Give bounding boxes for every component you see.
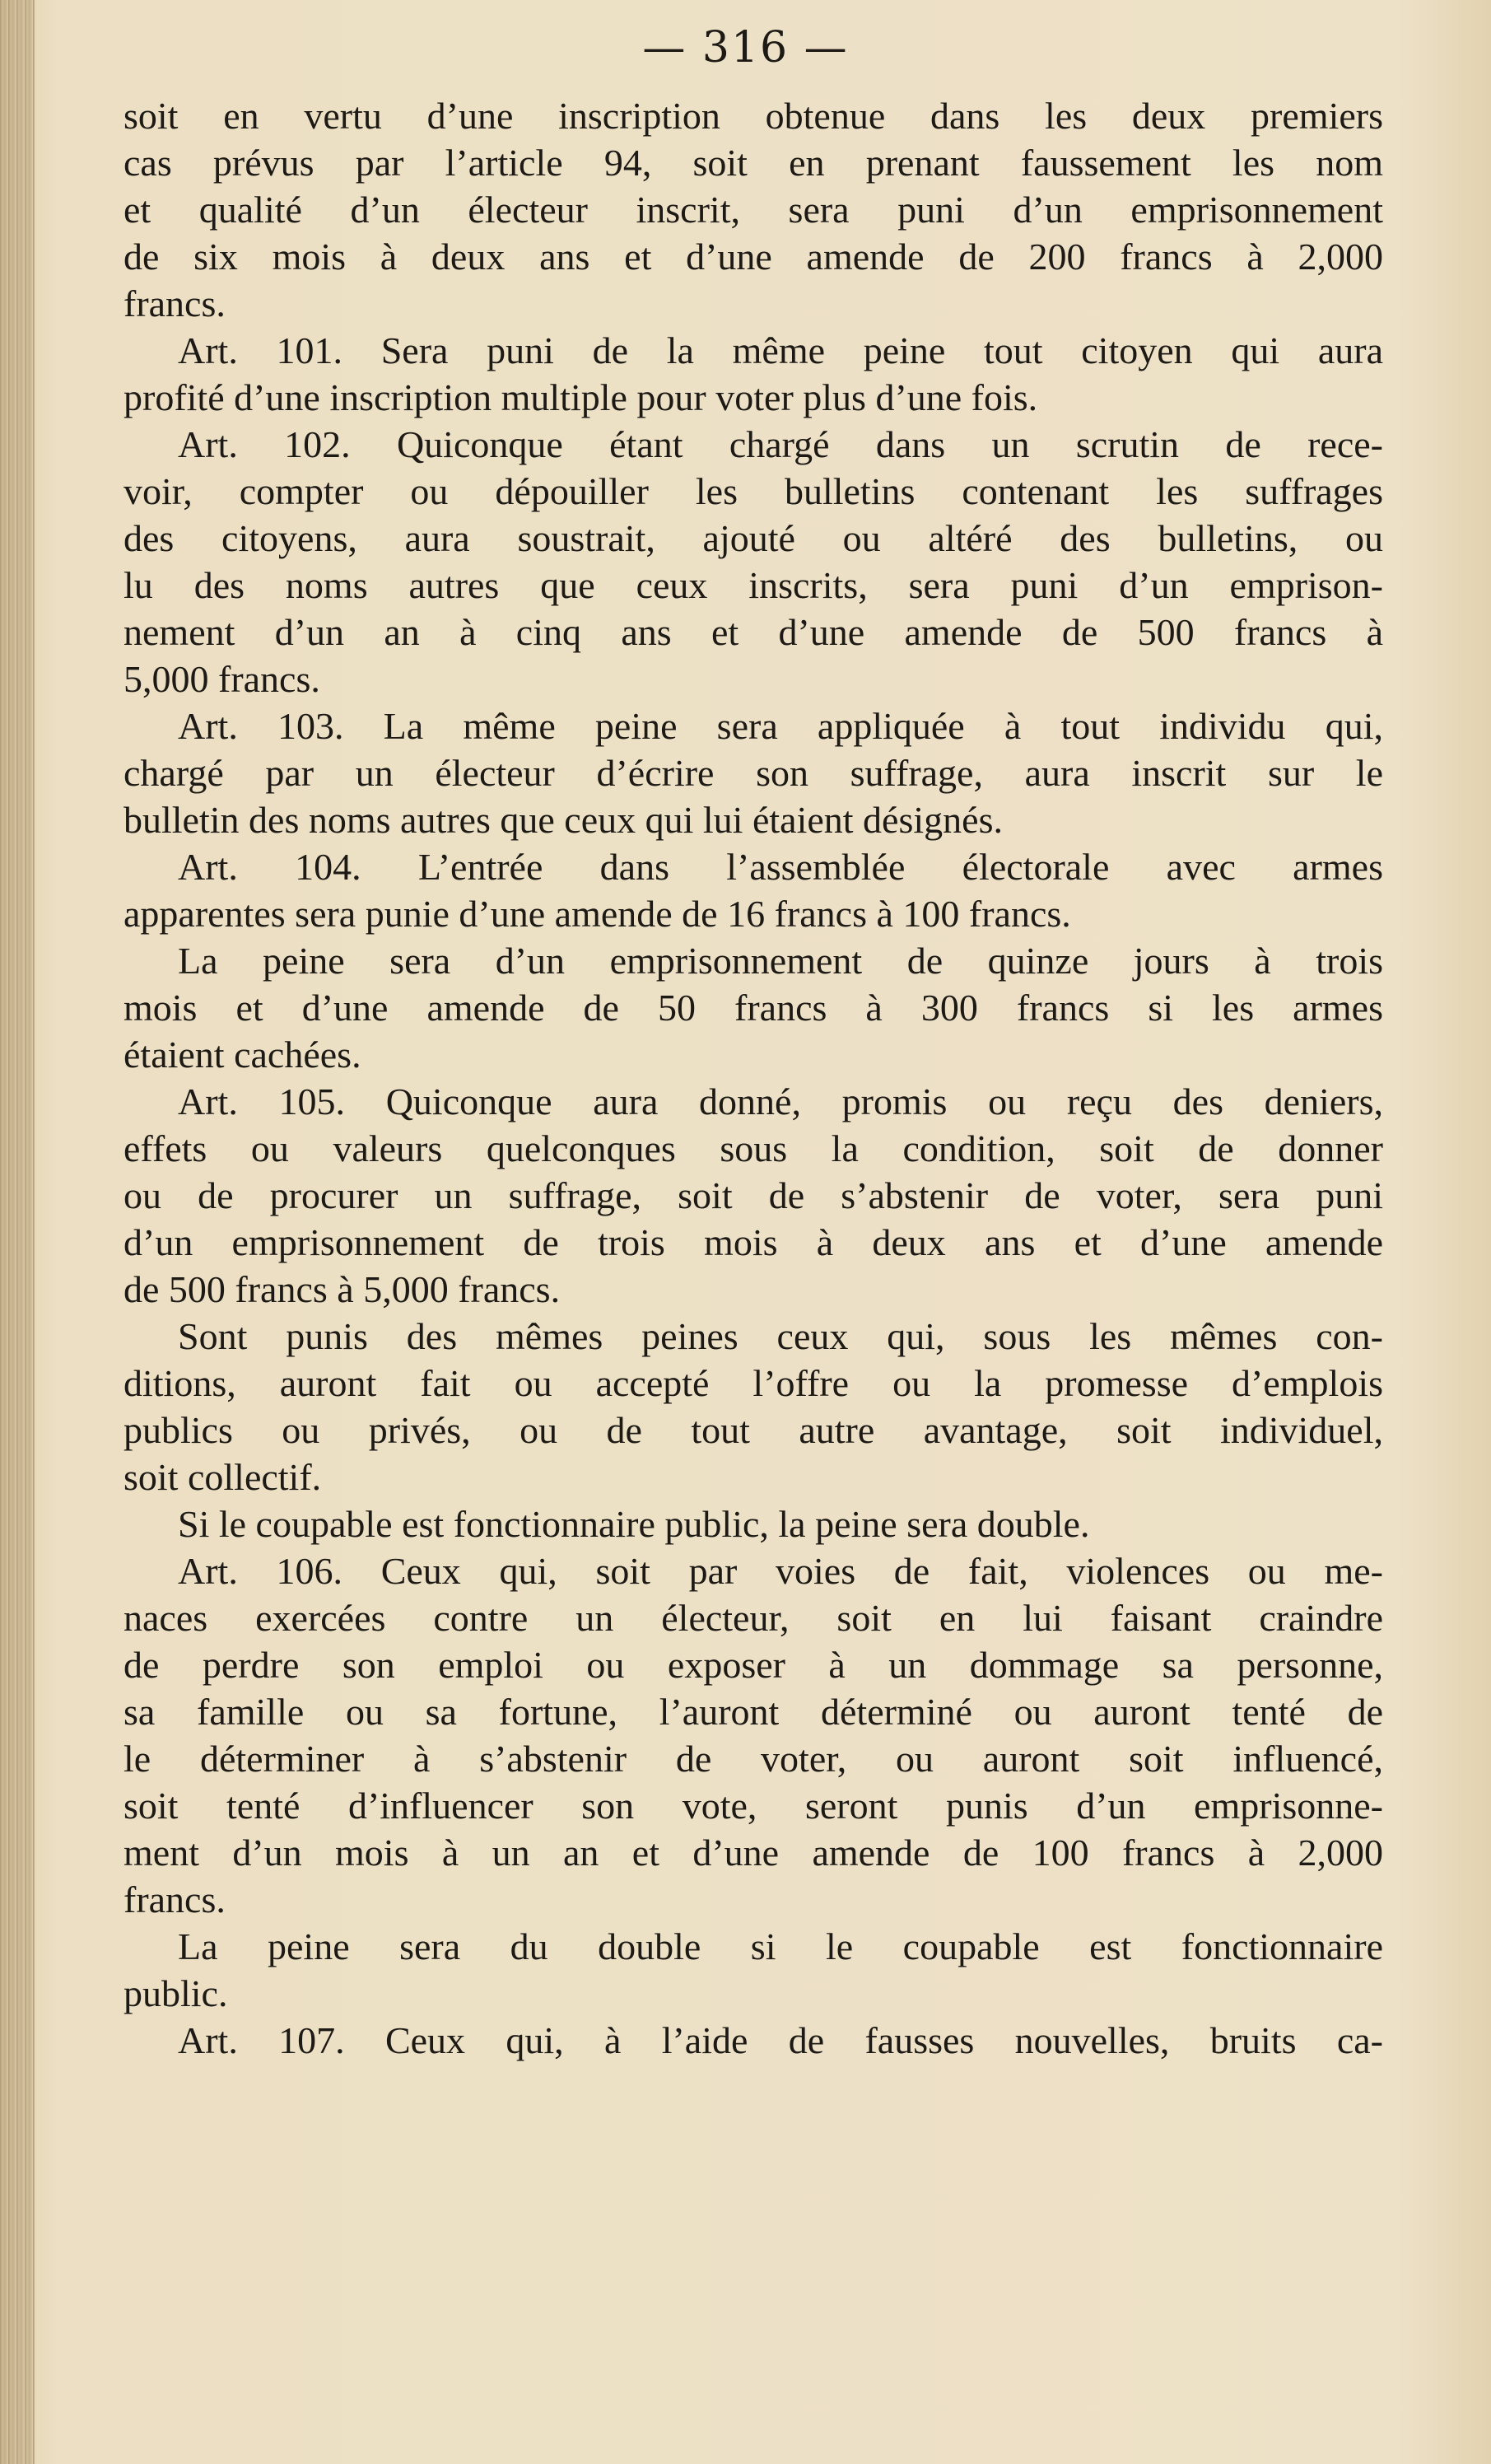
- text-line: de six mois à deux ans et d’une amende de 200 francs à 2,000: [123, 236, 1383, 278]
- text-line: ditions, auront fait ou accepté l’offre ou la promesse d’emplois: [123, 1362, 1383, 1404]
- text-line: Art. 107. Ceux qui, à l’aide de fausses nouvelles, bruits ca-: [178, 2019, 1383, 2061]
- text-line: francs.: [123, 1878, 226, 1920]
- text-line: le déterminer à s’abstenir de voter, ou auront soit influencé,: [123, 1738, 1383, 1780]
- text-line: apparentes sera punie d’une amende de 16 francs à 100 francs.: [123, 893, 1071, 935]
- text-line: soit en vertu d’une inscription obtenue dans les deux premiers: [123, 95, 1383, 137]
- text-line: cas prévus par l’article 94, soit en prenant faussement les nom: [123, 142, 1383, 184]
- text-line: nement d’un an à cinq ans et d’une amende de 500 francs à: [123, 611, 1383, 653]
- text-line: voir, compter ou dépouiller les bulletins contenant les suffrages: [123, 470, 1383, 512]
- page-number: — 316 —: [642, 23, 849, 72]
- text-line: mois et d’une amende de 50 francs à 300 francs si les armes: [123, 987, 1383, 1029]
- text-line: Art. 104. L’entrée dans l’assemblée électorale avec armes: [178, 846, 1383, 888]
- text-line: des citoyens, aura soustrait, ajouté ou altéré des bulletins, ou: [123, 517, 1383, 559]
- text-line: soit collectif.: [123, 1456, 322, 1498]
- text-line: et qualité d’un électeur inscrit, sera puni d’un emprisonnement: [123, 189, 1383, 231]
- text-line: lu des noms autres que ceux inscrits, sera puni d’un emprison-: [123, 564, 1383, 606]
- text-line: La peine sera du double si le coupable est fonctionnaire: [178, 1925, 1383, 1967]
- text-line: 5,000 francs.: [123, 658, 320, 700]
- text-line: chargé par un électeur d’écrire son suffrage, aura inscrit sur le: [123, 752, 1383, 794]
- text-line: sa famille ou sa fortune, l’auront déterminé ou auront tenté de: [123, 1691, 1383, 1733]
- text-line: de perdre son emploi ou exposer à un dommage sa personne,: [123, 1644, 1383, 1686]
- text-line: étaient cachées.: [123, 1034, 361, 1076]
- text-line: public.: [123, 1972, 228, 2014]
- text-line: Si le coupable est fonctionnaire public, la peine sera double.: [178, 1503, 1090, 1545]
- text-line: Art. 101. Sera puni de la même peine tout citoyen qui aura: [178, 329, 1383, 371]
- text-line: Sont punis des mêmes peines ceux qui, sous les mêmes con-: [178, 1315, 1383, 1357]
- text-line: francs.: [123, 282, 226, 324]
- text-line: Art. 106. Ceux qui, soit par voies de fait, violences ou me-: [178, 1550, 1383, 1592]
- text-line: ou de procurer un suffrage, soit de s’abstenir de voter, sera puni: [123, 1174, 1383, 1216]
- page-binding-edge: [0, 0, 35, 2464]
- text-line: La peine sera d’un emprisonnement de quinze jours à trois: [178, 940, 1383, 982]
- text-line: d’un emprisonnement de trois mois à deux ans et d’une amende: [123, 1221, 1383, 1263]
- text-line: Art. 105. Quiconque aura donné, promis ou reçu des deniers,: [178, 1080, 1383, 1122]
- text-line: Art. 103. La même peine sera appliquée à tout individu qui,: [178, 705, 1383, 747]
- text-line: effets ou valeurs quelconques sous la condition, soit de donner: [123, 1127, 1383, 1169]
- text-line: ment d’un mois à un an et d’une amende de 100 francs à 2,000: [123, 1832, 1383, 1874]
- text-line: publics ou privés, ou de tout autre avantage, soit individuel,: [123, 1409, 1383, 1451]
- text-line: de 500 francs à 5,000 francs.: [123, 1268, 561, 1310]
- body-text: [123, 92, 1383, 2064]
- text-line: naces exercées contre un électeur, soit en lui faisant craindre: [123, 1597, 1383, 1639]
- text-line: Art. 102. Quiconque étant chargé dans un scrutin de rece-: [178, 423, 1383, 465]
- text-line: bulletin des noms autres que ceux qui lui étaient désignés.: [123, 799, 1003, 841]
- text-line: soit tenté d’influencer son vote, seront punis d’un emprisonne-: [123, 1785, 1383, 1827]
- text-line: profité d’une inscription multiple pour voter plus d’une fois.: [123, 376, 1038, 418]
